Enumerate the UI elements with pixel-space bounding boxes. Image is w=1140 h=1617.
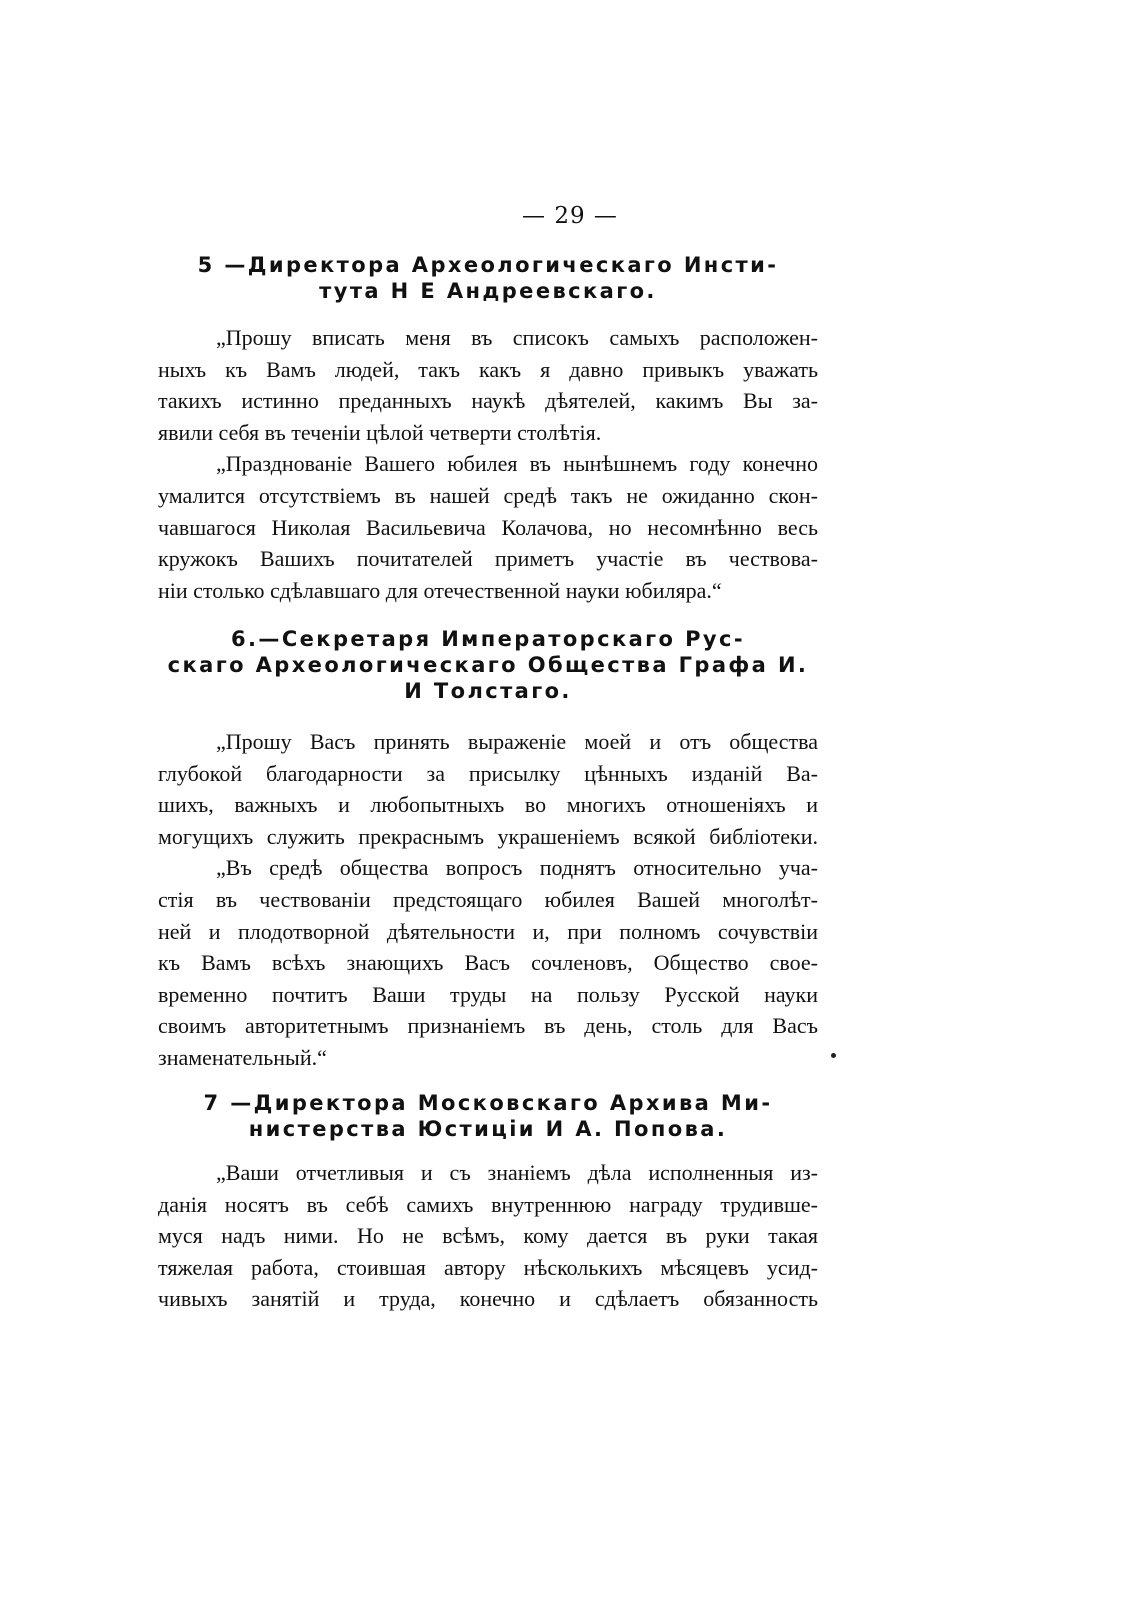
text-line: знаменательный.“: [158, 1044, 327, 1070]
heading-line: нистерства Юстиціи И А. Попова.: [248, 1117, 728, 1141]
section-heading-6: [158, 626, 818, 704]
text-line: кружокъ Вашихъ почитателей приметъ участіе въ чествова-: [158, 546, 818, 572]
text-line: къ Вамъ всѣхъ знающихъ Васъ сочленовъ, Общество свое-: [158, 950, 818, 976]
section-body-7: [158, 1157, 818, 1315]
text-line: „Ваши отчетливыя и съ знаніемъ дѣла исполненныя из-: [216, 1160, 818, 1185]
text-line: „Празднованіе Вашего юбилея въ нынѣшнемъ году конечно: [216, 451, 818, 477]
text-line: своимъ авторитетнымъ признаніемъ въ день, столь для Васъ: [158, 1013, 818, 1039]
text-line: ніи столько сдѣлавшаго для отечественной науки юбиляра.“: [158, 577, 722, 603]
text-line: „Въ средѣ общества вопросъ поднятъ относительно уча-: [216, 855, 818, 881]
text-line: чивыхъ занятій и труда, конечно и сдѣлаетъ обязанность: [158, 1286, 818, 1312]
text-line: могущихъ служить прекраснымъ украшеніемъ всякой библіотеки.: [158, 823, 818, 849]
paragraph: [158, 448, 818, 606]
text-line: муся надъ ними. Но не всѣмъ, кому дается въ руки такая: [158, 1223, 818, 1249]
heading-line: тута Н Е Андреевскаго.: [319, 279, 657, 303]
paragraph: [158, 322, 818, 448]
paragraph: [158, 852, 818, 1073]
heading-line: 7 —Директора Московскаго Архива Ми-: [203, 1091, 773, 1115]
text-line: умалится отсутствіемъ въ нашей средѣ такъ не ожиданно скон-: [158, 482, 818, 508]
text-line: ныхъ къ Вамъ людей, такъ какъ я давно привыкъ уважать: [158, 356, 818, 382]
text-line: такихъ истинно преданныхъ наукѣ дѣятелей, какимъ Вы за-: [158, 388, 818, 414]
text-line: ней и плодотворной дѣятельности и, при полномъ сочувствіи: [158, 918, 818, 944]
heading-line: 6.—Секретаря Императорскаго Рус-: [231, 627, 745, 651]
text-line: стія въ чествованіи предстоящаго юбилея Вашей многолѣт-: [158, 886, 818, 912]
page-number: — 29 —: [522, 203, 618, 229]
heading-line: И Толстаго.: [404, 679, 572, 703]
heading-line: скаго Археологическаго Общества Графа И.: [167, 653, 809, 677]
text-line: тяжелая работа, стоившая автору нѣсколькихъ мѣсяцевъ усид-: [158, 1254, 818, 1280]
text-line: „Прошу вписать меня въ списокъ самыхъ расположен-: [216, 325, 818, 350]
text-line: чавшагося Николая Васильевича Колачова, но несомнѣнно весь: [158, 514, 818, 540]
text-line: временно почтитъ Ваши труды на пользу Русской науки: [158, 981, 818, 1007]
section-body-6: [158, 726, 818, 1074]
section-heading-7: [158, 1090, 818, 1142]
heading-line: 5 —Директора Археологическаго Инсти-: [197, 253, 779, 277]
print-speck: [831, 1053, 836, 1058]
paragraph: [158, 1157, 818, 1315]
text-line: „Прошу Васъ принять выраженіе моей и отъ общества: [216, 729, 818, 754]
paragraph: [158, 726, 818, 852]
section-heading-5: [158, 252, 818, 304]
text-line: явили себя въ теченіи цѣлой четверти столѣтія.: [158, 419, 602, 445]
section-body-5: [158, 322, 818, 606]
text-line: данія носятъ въ себѣ самихъ внутреннюю награду трудивше-: [158, 1191, 818, 1217]
text-line: шихъ, важныхъ и любопытныхъ во многихъ отношеніяхъ и: [158, 792, 818, 818]
text-line: глубокой благодарности за присылку цѣнныхъ изданій Ва-: [158, 760, 818, 786]
